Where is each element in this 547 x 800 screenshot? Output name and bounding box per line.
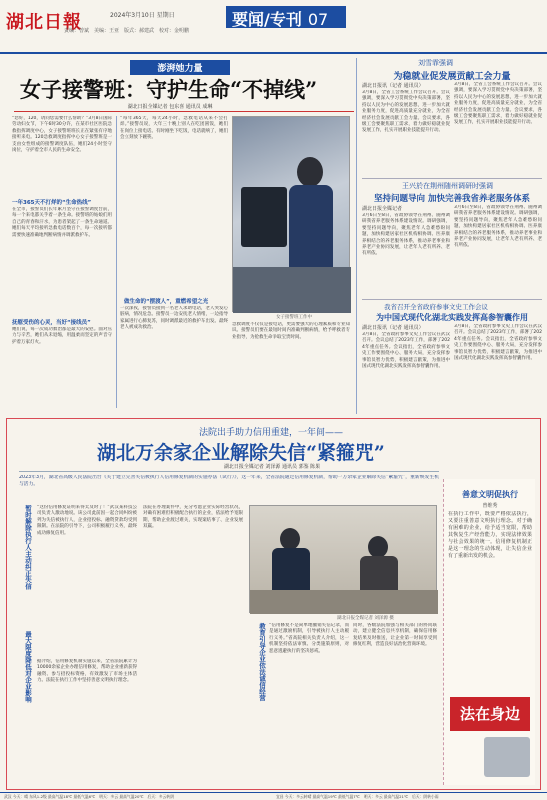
right2-body-a: 3月6日至8日，省政协领导在荆州、随州调研我省养老服务体系建设情况。调研强调，要坚持问题导向，聚焦老年人急难愁盼问题，加快构建居家社区机构相协调、医养康养相结合的养老服务体系，推动养老事业和养老产业协同发展，让老年人老有所养、老有所依。 [362, 213, 450, 257]
section-name: 要闻/专刊 [232, 10, 302, 28]
feature-body-5: 同时，各级法院加强与相关部门的协同联动，建立健全信息共享机制，确保信用修复结果及时推送，让企业第一时间享受到修复红利，营造良好法治化营商环境。 [353, 623, 437, 648]
issue-date [110, 12, 175, 20]
left-body-col1: “您好，120，请问您需要什么帮助？”3月8日国际劳动妇女节，下午6时30分许，在某市社区医院急救指挥调度中心，女子接警班班长正在紧张有序地接听来电。120急救调度指挥中心女子接警班是一支由女性组成的接警调度队伍，她们24小时坚守岗位，守护着全市人民的生命安全。 [12, 116, 112, 154]
right-news-1 [362, 58, 542, 178]
divider-line [362, 178, 542, 179]
left-body-col1b: 在全市，接警员们长年累月坚守在接警调度台前，每一个来电都关乎着一条生命。接警班的姑娘们用自己的青春和汗水，为患者架起了一条生命通道。她们每天平均接听急救电话数百个，每一次接听都需要快速准确地判断病情并调派救护车。 [12, 207, 112, 238]
feature-story-box [6, 418, 541, 790]
right3-author: 我省召开全省政府参事文史工作会议 [384, 303, 488, 311]
date-text: 2024年3月10日 [110, 12, 155, 19]
visitor-head [368, 536, 388, 558]
right1-headline: 为稳就业促发展贡献工会力量 [393, 72, 511, 82]
scale-icon [484, 737, 530, 777]
feature-body-1: “这份信用修复证明来得太及时了！”武汉某科技公司负责人激动地说。该公司此前因一起合同纠纷被列为失信被执行人，企业招投标、融资贷款均受到限制。在法院的引导下，公司积极履行义务，最终成功修复信用。 [37, 505, 137, 536]
left-body-col2: “每年365天，每天24小时，急救电话从来不会打烊。”接警员说，大年三十晚上别人在吃团圆饭，她们在岗位上接电话。有时刚坐下吃饭，电话就响了，她们会立刻放下碗筷。 [120, 116, 228, 141]
right2-body-b: 3月6日至8日，省政协领导在荆州、随州调研我省养老服务体系建设情况。调研强调，要坚持问题导向，聚焦老年人急难愁盼问题，加快构建居家社区机构相协调、医养康养相结合的养老服务体系，推动养老事业和养老产业协同发展，让老年人老有所养、老有所依。 [454, 205, 542, 249]
feature-rule [19, 471, 439, 472]
feature-body-4: “信用修复不是简单地撤销失信记录，而是通过激励机制，引导被执行人主动履行义务。”省高院相关负责人介绍，这一机制坚持依法审慎、分类施策原则，对恶意逃避执行的坚决惩戒。 [269, 623, 349, 654]
kicker-banner: 澎湃她力量 [130, 60, 230, 75]
weekday-text: 星期日 [156, 12, 175, 19]
counter-desk [250, 590, 438, 614]
feature-kicker: 法院出手助力信用重建，一年间—— [198, 428, 343, 438]
feature-subhead-2: 最大限度降低对企业影响 [24, 631, 32, 703]
header-rule [0, 52, 547, 54]
feature-body-3: 法院在办理案件中，充分考虑企业实际经营状况，对确有困难但积极配合执行的企业，依法给予宽限期，帮助企业渡过难关，实现案结事了、企业发展双赢。 [143, 505, 243, 530]
left-body-col2b: 一次深夜，接警员接到一名老人求助电话，老人突发心脏病，情况危急。接警员一边安抚老人情绪，一边指导家属进行心肺复苏，同时调派最近的救护车出发。最终老人被成功救治。 [120, 306, 228, 331]
right-news-2 [362, 181, 542, 299]
footer-weather-right: 宜昌 今天：多云转晴 最高气温19℃ 最低气温7℃ 明天：多云 最高气温21℃ 后天：阴转小雨 [276, 794, 439, 799]
court-office-photo [249, 505, 437, 613]
newspaper-logo: 湖北日報 [6, 12, 82, 33]
sidebar-body: 在执行工作中，既要严格依法执行，又要注重善意文明执行理念。对于确有困难的企业，给予适当宽限，帮助其恢复生产经营能力，实现法律效果与社会效果的统一。信用修复机制正是这一理念的生动体现，让失信企业有了重新出发的机会。 [448, 511, 532, 559]
footer-weather-left: 武汉 今天：晴 东风1-2级 最高气温18℃ 最低气温6℃ 明天：多云 最高气温20℃ 后天：多云转阴 [4, 794, 174, 799]
feature-headline: 湖北万余家企业解除失信“紧箍咒” [97, 442, 385, 464]
desk-shape [233, 267, 351, 313]
right1-body-b: 3月8日，全省工会系统工作会议召开。会议强调，要深入学习贯彻党中央决策部署，坚持以人民为中心的发展思想，进一步加大就业服务力度，促进高质量充分就业，为全省经济社会发展贡献工会力量。会议要求，各级工会要聚焦职工需求，着力做好稳就业促发展工作，扎实开展职业技能提升行动。 [454, 82, 542, 126]
monitor-shape [241, 187, 287, 247]
feature-subhead-3: 教育引导企业依法诚信经营 [258, 623, 266, 701]
left-subhead-1: 一年365天不打烊的“生命热线” [12, 200, 92, 206]
feature-lead: 2023年3月，湖北省高级人民法院出台《关于建立完善失信被执行人信用修复机制的实施办法（试行）》，这一年来，全省法院通过信用修复机制，帮助一万余家企业解除失信“紧箍咒”，重新焕发生机与活力。 [19, 475, 439, 487]
right1-body-a: 3月8日，全省工会系统工作会议召开。会议强调，要深入学习贯彻党中央决策部署，坚持以人民为中心的发展思想，进一步加大就业服务力度，促进高质量充分就业，为全省经济社会发展贡献工会力量。会议要求，各级工会要聚焦职工需求，着力做好稳就业促发展工作，扎实开展职业技能提升行动。 [362, 90, 450, 134]
column-divider [116, 116, 117, 408]
sidebar-title: 善意文明促执行 [462, 490, 518, 499]
divider-line [362, 299, 542, 300]
column-stamp: 法在身边 [450, 697, 530, 731]
feature-body-2: 据介绍，信用修复机制实施以来，全省法院累计为10000余家企业办理信用修复，帮助企业重新获得融资、参与招投标资格，有效激发了市场主体活力。法院在执行工作中坚持善意文明执行理念。 [37, 659, 137, 684]
right1-byline: 湖北日报讯（记者 通讯员） [362, 83, 424, 89]
sidebar-author: 曾维秀 [482, 503, 498, 509]
call-center-photo [232, 116, 350, 312]
feature-photo-caption: 湖北日报全媒记者 刘泽源 摄 [337, 616, 394, 621]
right1-author: 刘雪霏强调 [418, 59, 453, 67]
weather-footer [0, 792, 547, 800]
right3-headline: 为中国式现代化湖北实践发挥高参智囊作用 [376, 313, 528, 322]
left-body-col1c: 她们说，每一次成功救治都是最大的安慰。面对压力与辛苦，她们从未退缩，用温柔而坚定的声音守护着万家灯火。 [12, 327, 112, 345]
right3-body-a: 3月8日，全省政府参事文史工作会议在武汉召开。会议总结了2023年工作，部署了2024年重点任务。会议指出，全省政府参事文史工作要围绕中心、服务大局，充分发挥参事馆员智力优势，积极建言献策，为推进中国式现代化湖北实践发挥高参智囊作用。 [362, 332, 450, 370]
left-body-col3: 急救调度不仅仅是接电话，更需要强大的心理素质和专业知识。接警员们要在最短时间内准确判断病情，给予呼救者专业指导，为抢救生命争取宝贵时间。 [232, 322, 350, 340]
feature-subhead-1: 暂时解除执行人主动纠正失信 [24, 505, 32, 590]
operator-uniform [289, 185, 333, 275]
staff-body [272, 548, 310, 596]
headline-rule [14, 111, 354, 112]
right3-byline: 湖北日报讯（记者 通讯员） [362, 325, 424, 331]
section-tab [226, 6, 346, 28]
right3-body-b: 3月8日，全省政府参事文史工作会议在武汉召开。会议总结了2023年工作，部署了2024年重点任务。会议指出，全省政府参事文史工作要围绕中心、服务大局，充分发挥参事馆员智力优势，积极建言献策，为推进中国式现代化湖北实践发挥高参智囊作用。 [454, 324, 542, 362]
operator-head [297, 157, 323, 187]
staff-head [280, 528, 300, 550]
left-subhead-3: 抚慰受伤的心灵，当好“接线员” [12, 320, 91, 326]
left-subhead-2: 做生命的“摆渡人”，重燃希望之光 [124, 299, 209, 305]
right2-author: 王兴於在荆州随州调研时强调 [402, 182, 493, 190]
feature-byline: 湖北日报全媒记者 刘泽源 通讯员 郭鉴 陈果 [223, 464, 321, 470]
left-photo-caption: 女子接警班工作中 [276, 315, 312, 320]
right-news-3 [362, 302, 542, 414]
right2-headline: 坚持问题导向 加快完善我省养老服务体系 [374, 194, 530, 204]
right2-byline: 湖北日报全媒记者 [362, 206, 403, 212]
editor-info: 责编：曾斌 美编：王亚 版式：郝建武 校对：金明鹏 [64, 28, 190, 34]
page-number: 07 [307, 10, 329, 28]
right-column-divider [356, 58, 357, 414]
commentary-sidebar [443, 479, 535, 785]
left-headline: 女子接警班：守护生命“不掉线” [20, 77, 318, 102]
left-byline: 湖北日报全媒记者 包东喜 通讯员 成琳 [127, 104, 213, 110]
